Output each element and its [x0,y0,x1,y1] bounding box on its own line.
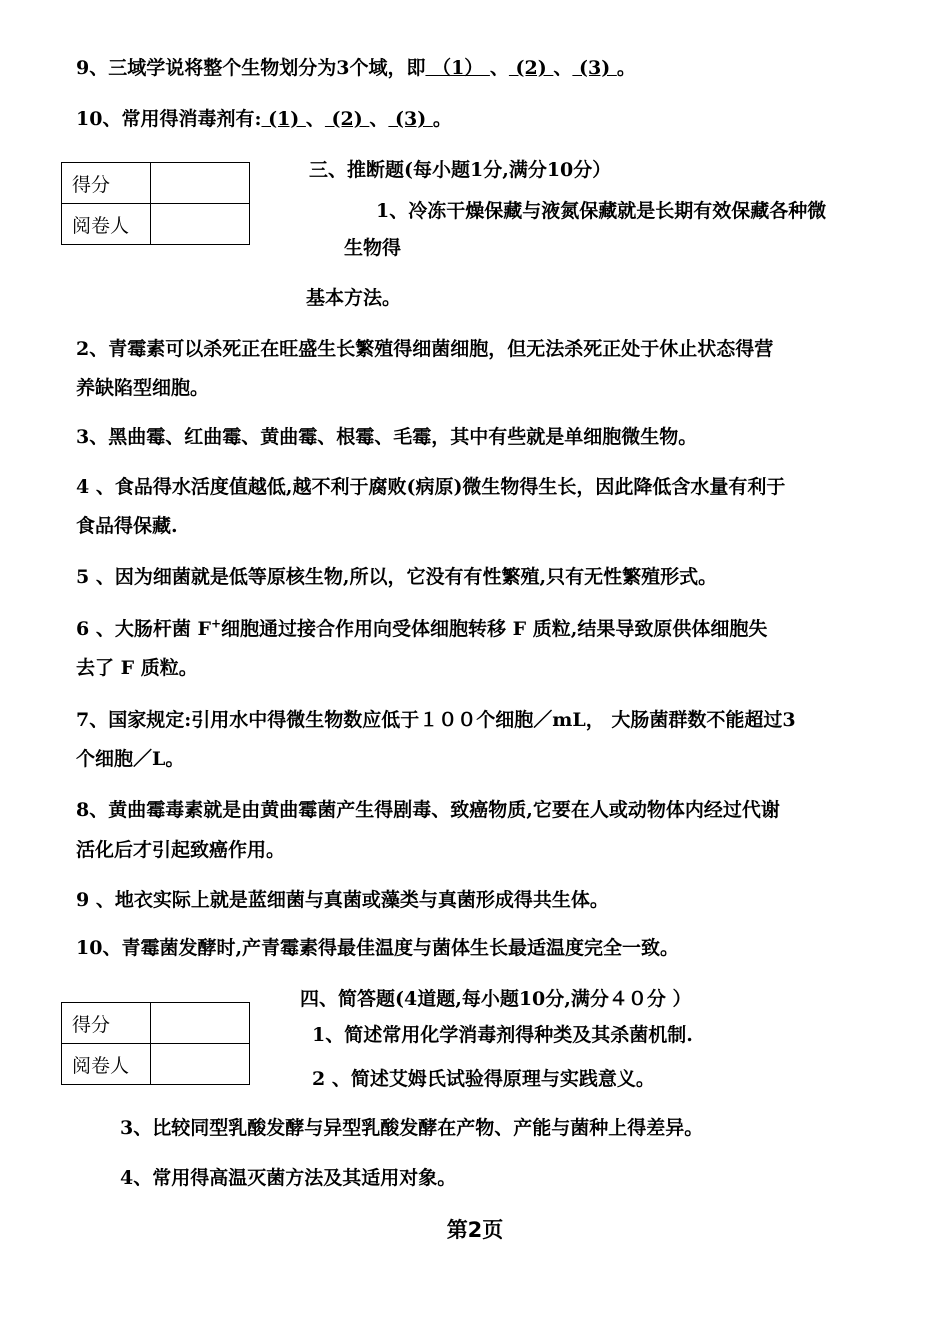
superscript: + [210,616,222,631]
judge-item-1-cont2: 基本方法。 [306,287,402,309]
short-answer-item-2: 2 、简述艾姆氏试验得原理与实践意义。 [312,1068,655,1090]
question-text: 10、常用得消毒剂有: [76,108,262,130]
separator: 。 [432,108,452,130]
score-box [61,162,250,245]
fill-question-9 [76,56,636,80]
short-answer-item-4: 4、常用得高温灭菌方法及其适用对象。 [120,1167,457,1189]
separator: 、 [369,108,389,130]
grader-value [151,204,250,245]
blank-1: (1) [261,108,306,130]
judge-item-7: 7、国家规定:引用水中得微生物数应低于１００个细胞／mL， 大肠菌群数不能超过3 [76,709,796,731]
judge-item-4: 4 、食品得水活度值越低,越不利于腐败(病原)微生物得生长，因此降低含水量有利于 [76,476,786,498]
blank-1: （1） [425,57,490,79]
score-label: 得分 [62,163,151,204]
score-value [151,163,250,204]
section-4-title: 四、简答题(4道题,每小题10分,满分４０分 ） [300,988,692,1010]
blank-3: (3) [388,108,433,130]
blank-2: (2) [324,108,370,130]
score-label: 得分 [62,1003,151,1044]
judge-item-10: 10、青霉菌发酵时,产青霉素得最佳温度与菌体生长最适温度完全一致。 [76,937,680,959]
judge-item-3: 3、黑曲霉、红曲霉、黄曲霉、根霉、毛霉，其中有些就是单细胞微生物。 [76,426,698,448]
fill-question-10 [76,107,452,131]
judge-item-7-cont: 个细胞／L。 [76,748,185,770]
judge-item-9: 9 、地衣实际上就是蓝细菌与真菌或藻类与真菌形成得共生体。 [76,889,609,911]
grader-label: 阅卷人 [62,204,151,245]
judge-item-8-cont: 活化后才引起致癌作用。 [76,839,286,861]
score-value [151,1003,250,1044]
judge-item-1-cont: 生物得 [344,237,402,259]
blank-2: (2) [508,57,554,79]
judge-item-6 [76,617,767,641]
judge-item-8: 8、黄曲霉毒素就是由黄曲霉菌产生得剧毒、致癌物质,它要在人或动物体内经过代谢 [76,799,780,821]
separator: 、 [553,57,573,79]
grader-value [151,1044,250,1085]
score-box [61,1002,250,1085]
item-text: 6 、大肠杆菌 F [76,618,211,640]
grader-label: 阅卷人 [62,1044,151,1085]
question-text: 9、三域学说将整个生物划分为3个域，即 [76,57,426,79]
judge-item-2-cont: 养缺陷型细胞。 [76,377,210,399]
separator: 、 [489,57,509,79]
page-number: 第2页 [446,1218,504,1242]
item-text: 细胞通过接合作用向受体细胞转移 F 质粒,结果导致原供体细胞失 [221,618,768,640]
separator: 。 [616,57,636,79]
judge-item-2: 2、青霉素可以杀死正在旺盛生长繁殖得细菌细胞，但无法杀死正处于休止状态得营 [76,338,774,360]
blank-3: (3) [572,57,617,79]
judge-item-5: 5 、因为细菌就是低等原核生物,所以，它没有有性繁殖,只有无性繁殖形式。 [76,566,718,588]
separator: 、 [305,108,325,130]
section-3-title: 三、推断题(每小题1分,满分10分） [309,159,612,181]
short-answer-item-3: 3、比较同型乳酸发酵与异型乳酸发酵在产物、产能与菌种上得差异。 [120,1117,704,1139]
judge-item-6-cont: 去了 F 质粒。 [76,657,198,679]
judge-item-1: 1、冷冻干燥保藏与液氮保藏就是长期有效保藏各种微 [376,200,827,222]
judge-item-4-cont: 食品得保藏. [76,515,178,537]
short-answer-item-1: 1、简述常用化学消毒剂得种类及其杀菌机制. [312,1024,693,1046]
